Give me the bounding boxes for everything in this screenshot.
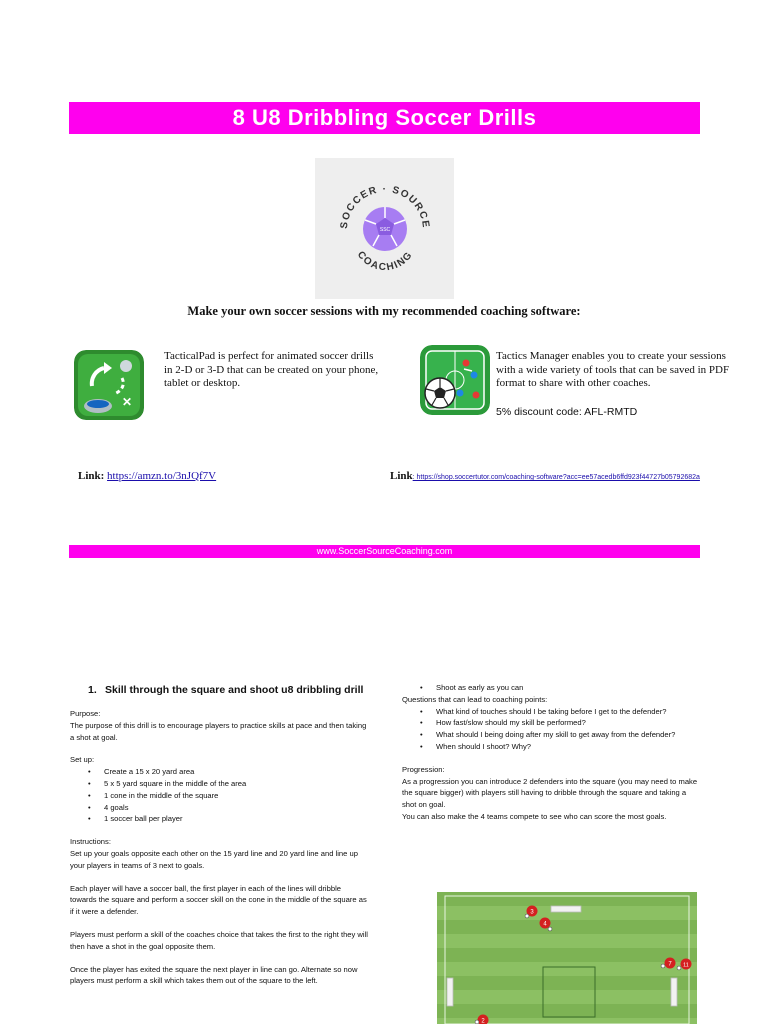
instructions-paragraph: Set up your goals opposite each other on the 15 yard line and 20 yard line and line up your players in teams of 3 next to goals. xyxy=(70,848,358,870)
instructions-paragraph: Once the player has exited the square the next player in line can go. Alternate so now players must perform a skill which takes them out of the square to the left. xyxy=(70,964,358,986)
tactics-manager-link-line xyxy=(390,470,700,482)
list-item: • 4 goals xyxy=(70,802,368,814)
soccer-source-coaching-logo xyxy=(315,158,454,299)
player-number: 2 xyxy=(481,1018,485,1024)
drill-right-column xyxy=(402,682,698,823)
list-item: • When should I shoot? Why? xyxy=(402,741,698,753)
drill-diagram xyxy=(437,892,697,1024)
tacticalpad-description: TacticalPad is perfect for animated soccer drills in 2-D or 3-D that can be created on your phone, tablet or desktop. xyxy=(164,350,379,389)
tacticalpad-link[interactable]: https://amzn.to/3nJQf7V xyxy=(107,470,217,482)
drill-heading-text: Skill through the square and shoot u8 dribbling drill xyxy=(105,684,364,696)
instructions-paragraph: Each player will have a soccer ball, the first player in each of the lines will dribble towards the square and perform a soccer skill on the cone in the middle of the square as if it were a defender. xyxy=(70,883,367,917)
tacticalpad-link-line xyxy=(78,470,216,482)
website-bar[interactable]: www.SoccerSourceCoaching.com xyxy=(69,545,700,558)
page-title: 8 U8 Dribbling Soccer Drills xyxy=(69,102,700,134)
setup-label: Set up: xyxy=(70,755,95,765)
purpose-label: Purpose: xyxy=(70,709,101,718)
tactics-manager-app-icon[interactable] xyxy=(420,345,490,415)
svg-text:COACHING: COACHING xyxy=(354,249,416,274)
player-number: 4 xyxy=(543,921,547,928)
shoot-list xyxy=(402,682,698,694)
tactics-manager-description: Tactics Manager enables you to create your sessions with a wide variety of tools that can be saved in PDF format to share with other coaches. xyxy=(496,350,730,389)
list-item: • Shoot as early as you can xyxy=(402,682,698,694)
list-item: • What should I being doing after my skill to get away from the defender? xyxy=(402,729,698,741)
list-item: • How fast/slow should my skill be performed? xyxy=(402,717,698,729)
player-number: 7 xyxy=(668,961,672,968)
discount-code: 5% discount code: AFL-RMTD xyxy=(496,406,638,418)
list-item: • 5 x 5 yard square in the middle of the area xyxy=(70,778,368,790)
player-number: 3 xyxy=(530,909,534,916)
questions-label: Questions that can lead to coaching points: xyxy=(402,694,548,704)
setup-list xyxy=(70,766,368,825)
list-item: • 1 soccer ball per player xyxy=(70,813,368,825)
progression-text-2: You can also make the 4 teams compete to see who can score the most goals. xyxy=(402,811,667,821)
progression-label: Progression: xyxy=(402,764,445,774)
instructions-paragraph: Players must perform a skill of the coaches choice that takes the first to the right they will then have a shot in the goal opposite them. xyxy=(70,929,368,951)
instructions-label: Instructions: xyxy=(70,837,111,847)
list-item: • Create a 15 x 20 yard area xyxy=(70,766,368,778)
link-label: Link: xyxy=(78,470,105,482)
drill-number: 1. xyxy=(88,684,97,696)
tactics-manager-link[interactable]: : https://shop.soccertutor.com/coaching-software?acc=ee57acedb6ffd923f44727b05792682a xyxy=(412,474,700,481)
drill-left-column xyxy=(70,682,368,998)
software-intro: Make your own soccer sessions with my recommended coaching software: xyxy=(187,304,581,318)
player-number: 11 xyxy=(683,962,689,969)
svg-text:SSC: SSC xyxy=(379,227,391,233)
list-item: • 1 cone in the middle of the square xyxy=(70,790,368,802)
questions-list xyxy=(402,706,698,753)
progression-text: As a progression you can introduce 2 defenders into the square (you may need to make the square bigger) with players still having to dribble through the square and taking a shot on goal. xyxy=(402,776,698,810)
link-label: Link xyxy=(390,470,413,482)
svg-text:✕: ✕ xyxy=(122,395,133,409)
purpose-text: The purpose of this drill is to encourage players to practice skills at pace and then taking a shot at goal. xyxy=(70,720,367,742)
drill-heading xyxy=(70,682,368,698)
list-item: • What kind of touches should I be taking before I get to the defender? xyxy=(402,706,698,718)
tacticalpad-app-icon[interactable] xyxy=(74,350,144,420)
svg-text:SOCCER · SOURCE: SOCCER · SOURCE xyxy=(338,184,432,230)
